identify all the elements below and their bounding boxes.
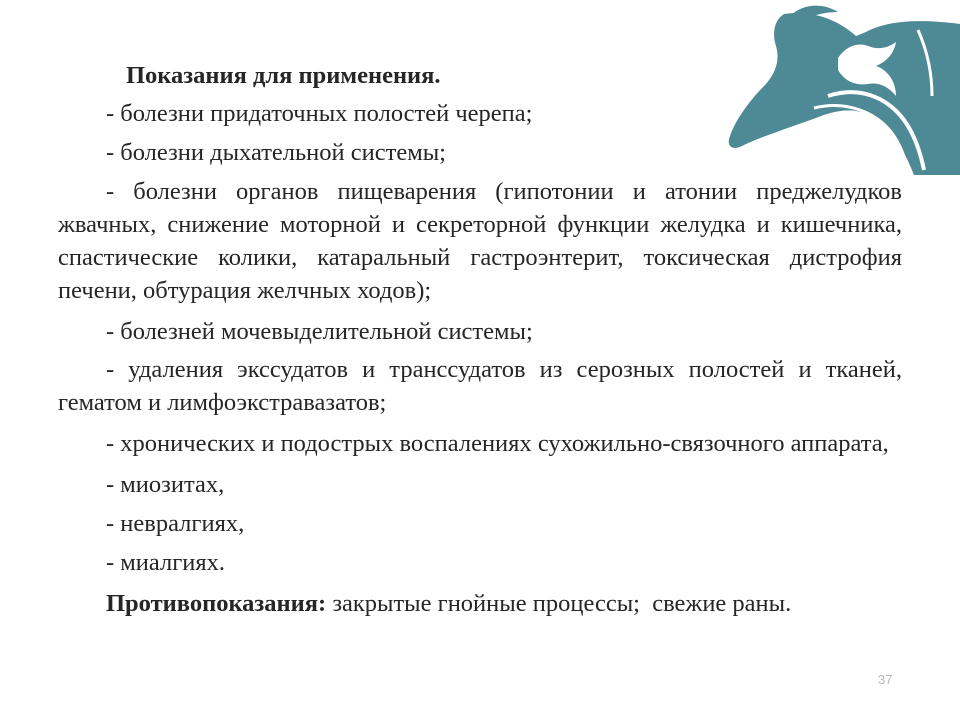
indication-item: - хронических и подострых воспалениях сухожильно-связочного аппарата, — [106, 430, 889, 457]
slide-content — [58, 58, 902, 620]
page-number: 37 — [878, 672, 893, 687]
indication-item: - болезней мочевыделительной системы; — [106, 318, 533, 345]
indication-item: - удаления экссудатов и транссудатов из серозных полостей и тканей, гематом и лимфоэкстравазатов; — [58, 356, 902, 416]
indication-item: - невралгиях, — [106, 510, 245, 537]
indication-item: - болезни дыхательной системы; — [106, 139, 446, 166]
contraindications-label: Противопоказания: — [106, 590, 327, 617]
indication-item: - миалгиях. — [106, 549, 226, 576]
indications-heading: Показания для применения. — [126, 62, 441, 89]
contraindications — [58, 587, 902, 620]
contraindications-text: закрытые гнойные процессы; свежие раны. — [326, 590, 792, 617]
indication-item: - миозитах, — [106, 471, 225, 498]
indication-item: - болезни придаточных полостей черепа; — [106, 100, 533, 127]
indication-item: - болезни органов пищеварения (гипотонии и атонии преджелудков жвачных, снижение моторной и секреторной функции желудка и кишечника, спастические колики, катаральный гастроэнтерит, токсическая дистрофия печени, обтурация желчных ходов); — [58, 178, 902, 304]
